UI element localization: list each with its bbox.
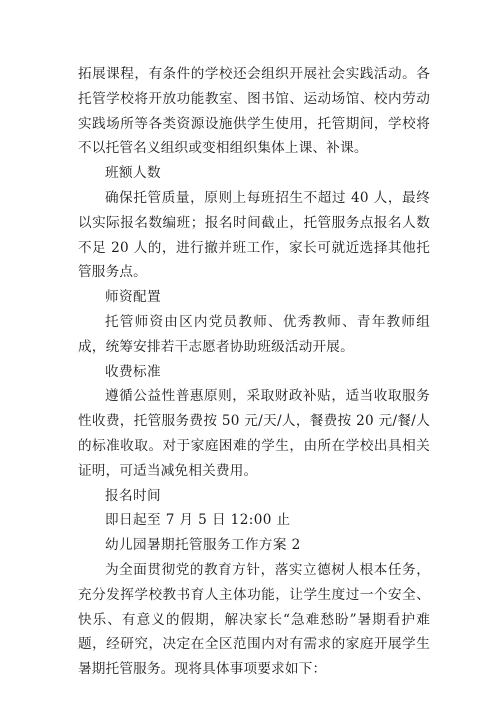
paragraph-class-size: 确保托管质量，原则上每班招生不超过 40 人，最终以实际报名数编班；报名时间截止，托管服务点报名人数不足 20 人的，进行撤并班工作，家长可就近选择其他托管服务点。 (78, 189, 430, 281)
paragraph-fees: 遵循公益性普惠原则，采取财政补贴，适当收取服务性收费，托管服务费按 50 元/天/人，餐费按 20 元/餐/人的标准收取。对于家庭困难的学生，由所在学校出具相关证明，可适当减免相关费用。 (78, 388, 430, 479)
document-page (78, 62, 430, 682)
paragraph-plan-intro: 为全面贯彻党的教育方针，落实立德树人根本任务，充分发挥学校教书育人主体功能，让学生度过一个安全、快乐、有意义的假期，解决家长“急难愁盼”暑期看护难题，经研究，决定在全区范围内对有需求的家庭开展学生暑期托管服务。现将具体事项要求如下： (78, 561, 430, 678)
heading-fees: 收费标准 (105, 363, 161, 380)
heading-teachers: 师资配置 (105, 289, 161, 306)
heading-class-size: 班额人数 (105, 165, 161, 182)
registration-deadline: 即日起至 7 月 5 日 12:00 止 (105, 512, 291, 529)
heading-registration: 报名时间 (105, 487, 161, 504)
section-title-plan-2: 幼儿园暑期托管服务工作方案 2 (105, 537, 301, 554)
paragraph-teachers: 托管师资由区内党员教师、优秀教师、青年教师组成，统筹安排若干志愿者协助班级活动开展。 (78, 313, 430, 355)
paragraph-activities: 拓展课程，有条件的学校还会组织开展社会实践活动。各托管学校将开放功能教室、图书馆、运动场馆、校内劳动实践场所等各类资源设施供学生使用，托管期间，学校将不以托管名义组织或变相组织集体上课、补课。 (78, 66, 430, 157)
